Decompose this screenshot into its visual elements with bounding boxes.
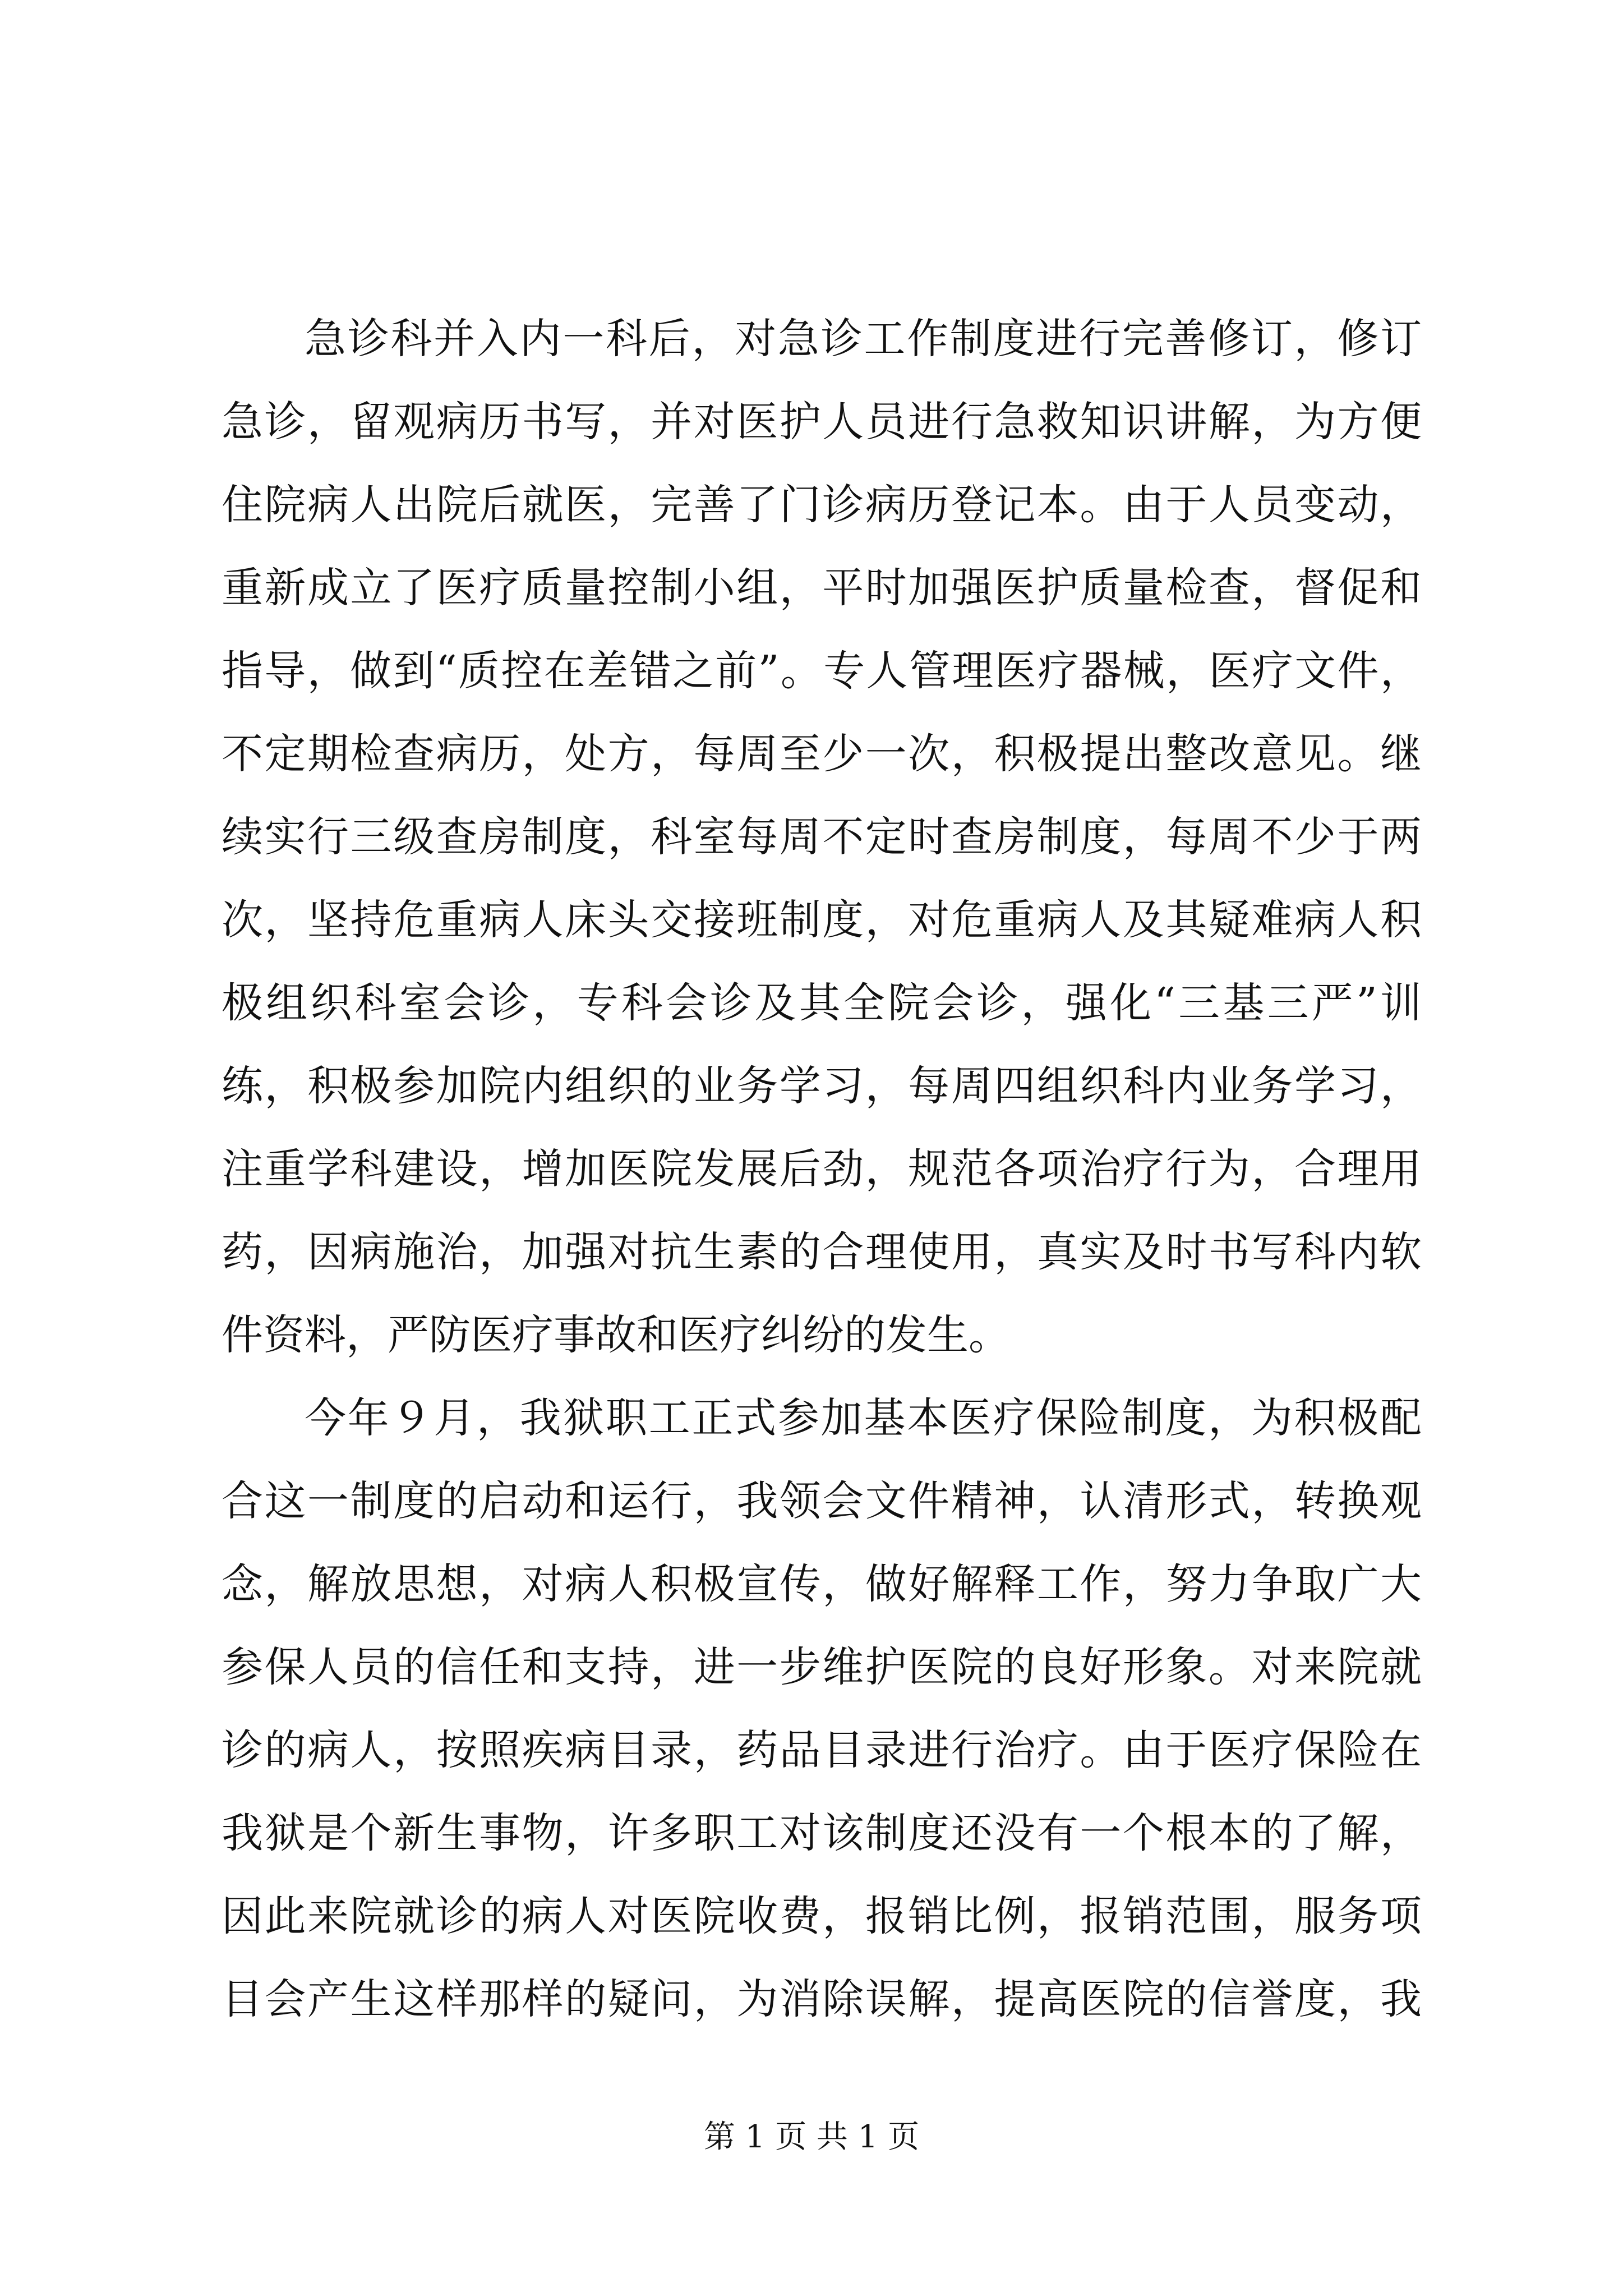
paragraph-1-line-9: 极组织科室会诊，专科会诊及其全院会诊，强化“三基三严”训 (222, 979, 1422, 1027)
paragraph-1-line-2: 急诊，留观病历书写，并对医护人员进行急救知识讲解，为方便 (222, 398, 1422, 446)
paragraph-2-line-6: 我狱是个新生事物，许多职工对该制度还没有一个根本的了解， (222, 1809, 1422, 1857)
paragraph-1-line-3: 住院病人出院后就医，完善了门诊病历登记本。由于人员变动， (222, 481, 1422, 529)
paragraph-1-line-5: 指导，做到“质控在差错之前”。专人管理医疗器械，医疗文件， (222, 647, 1422, 695)
paragraph-2-line-1: 今年９月，我狱职工正式参加基本医疗保险制度，为积极配 (305, 1394, 1422, 1442)
paragraph-1-line-12: 药，因病施治，加强对抗生素的合理使用，真实及时书写科内软 (222, 1228, 1422, 1276)
paragraph-2-line-3: 念，解放思想，对病人积极宣传，做好解释工作，努力争取广大 (222, 1560, 1422, 1608)
paragraph-1-line-6: 不定期检查病历，处方，每周至少一次，积极提出整改意见。继 (222, 730, 1422, 778)
paragraph-2-line-7: 因此来院就诊的病人对医院收费，报销比例，报销范围，服务项 (222, 1892, 1422, 1940)
paragraph-1-line-11: 注重学科建设，增加医院发展后劲，规范各项治疗行为，合理用 (222, 1145, 1422, 1193)
paragraph-1-line-8: 次，坚持危重病人床头交接班制度，对危重病人及其疑难病人积 (222, 896, 1422, 944)
paragraph-1-line-10: 练，积极参加院内组织的业务学习，每周四组织科内业务学习， (222, 1062, 1422, 1110)
paragraph-1-line-4: 重新成立了医疗质量控制小组，平时加强医护质量检查，督促和 (222, 564, 1422, 612)
paragraph-2-line-8: 目会产生这样那样的疑问，为消除误解，提高医院的信誉度，我 (222, 1975, 1422, 2023)
paragraph-1-line-13: 件资料，严防医疗事故和医疗纠纷的发生。 (222, 1311, 1010, 1359)
body-text (222, 297, 1422, 2041)
paragraph-1-line-1: 急诊科并入内一科后，对急诊工作制度进行完善修订，修订 (305, 315, 1422, 363)
paragraph-2-line-4: 参保人员的信任和支持，进一步维护医院的良好形象。对来院就 (222, 1643, 1422, 1691)
paragraph-2-line-2: 合这一制度的启动和运行，我领会文件精神，认清形式，转换观 (222, 1477, 1422, 1525)
paragraph-2-line-5: 诊的病人，按照疾病目录，药品目录进行治疗。由于医疗保险在 (222, 1726, 1422, 1774)
paragraph-1-line-7: 续实行三级查房制度，科室每周不定时查房制度，每周不少于两 (222, 813, 1422, 861)
page-number-label: 第 1 页 共 1 页 (703, 2119, 920, 2155)
page-footer (0, 2115, 1623, 2160)
